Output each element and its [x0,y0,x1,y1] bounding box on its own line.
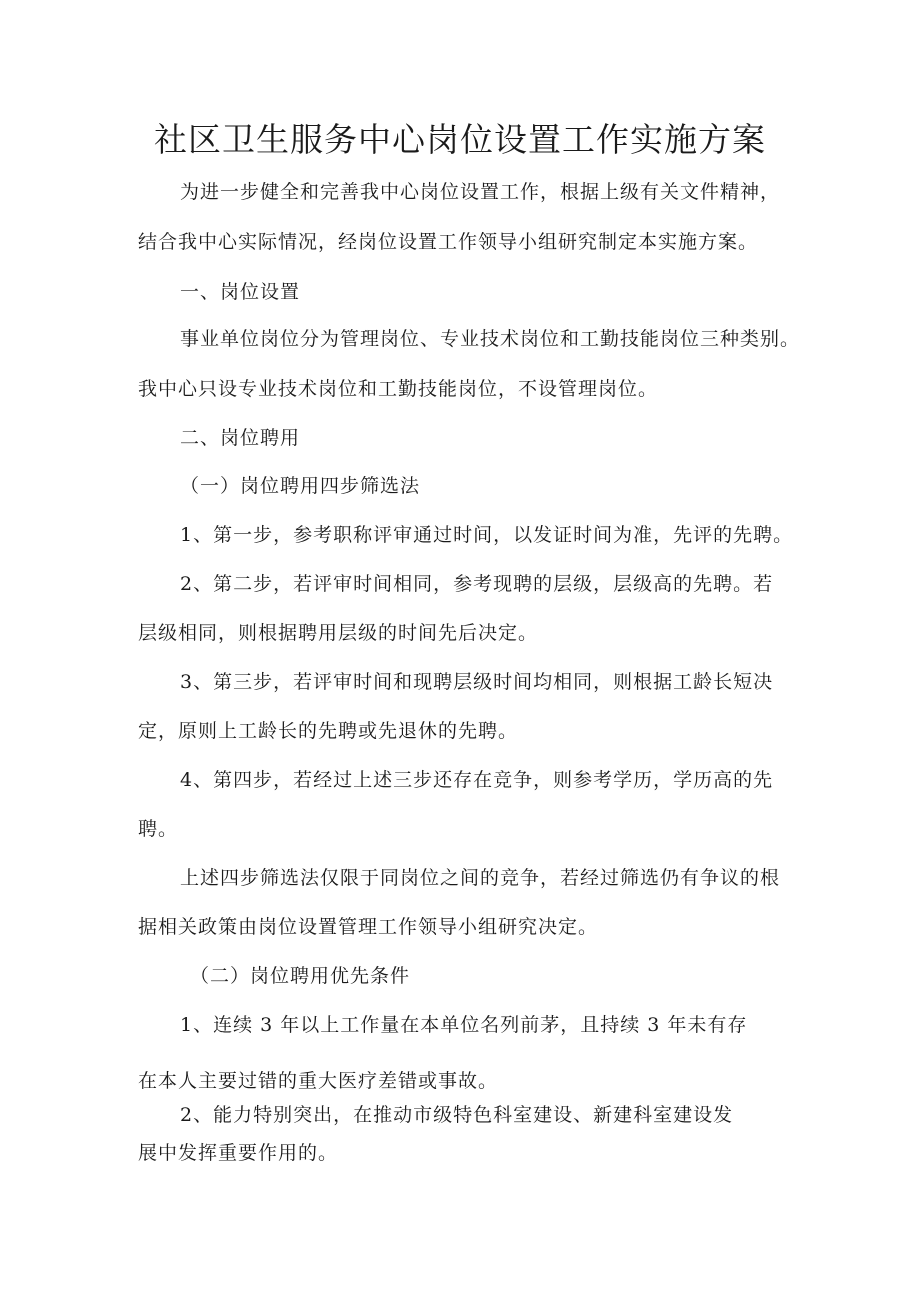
body-line-11: 聘。 [138,818,179,840]
body-line-3: 事业单位岗位分为管理岗位、专业技术岗位和工勤技能岗位三种类别。 [180,328,801,350]
section-heading-1: 一、岗位设置 [180,281,301,303]
body-line-7: 层级相同，则根据聘用层级的时间先后决定。 [138,622,539,644]
section-heading-2: 二、岗位聘用 [180,427,301,449]
body-line-8: 3、第三步，若评审时间和现聘层级时间均相同，则根据工龄长短决 [180,671,774,693]
body-line-12: 上述四步筛选法仅限于同岗位之间的竞争，若经过筛选仍有争议的根 [180,867,781,889]
subsection-heading-1: （一）岗位聘用四步筛选法 [180,475,421,497]
body-line-17: 展中发挥重要作用的。 [138,1142,339,1164]
document-title: 社区卫生服务中心岗位设置工作实施方案 [154,120,766,159]
body-line-10: 4、第四步，若经过上述三步还存在竞争，则参考学历，学历高的先 [180,769,774,791]
body-line-16: 2、能力特别突出，在推动市级特色科室建设、新建科室建设发 [180,1104,734,1126]
body-line-2: 结合我中心实际情况，经岗位设置工作领导小组研究制定本实施方案。 [138,231,759,253]
body-line-4: 我中心只设专业技术岗位和工勤技能岗位，不设管理岗位。 [138,378,659,400]
subsection-heading-2: （二）岗位聘用优先条件 [190,965,411,987]
body-line-14: 1、连续 3 年以上工作量在本单位名列前茅，且持续 3 年未有存 [180,1014,748,1036]
body-line-13: 据相关政策由岗位设置管理工作领导小组研究决定。 [138,916,599,938]
body-line-1: 为进一步健全和完善我中心岗位设置工作，根据上级有关文件精神， [180,181,781,203]
body-line-9: 定，原则上工龄长的先聘或先退休的先聘。 [138,720,519,742]
body-line-6: 2、第二步，若评审时间相同，参考现聘的层级，层级高的先聘。若 [180,573,774,595]
body-line-5: 1、第一步，参考职称评审通过时间，以发证时间为准，先评的先聘。 [180,524,794,546]
body-line-15: 在本人主要过错的重大医疗差错或事故。 [138,1070,499,1092]
